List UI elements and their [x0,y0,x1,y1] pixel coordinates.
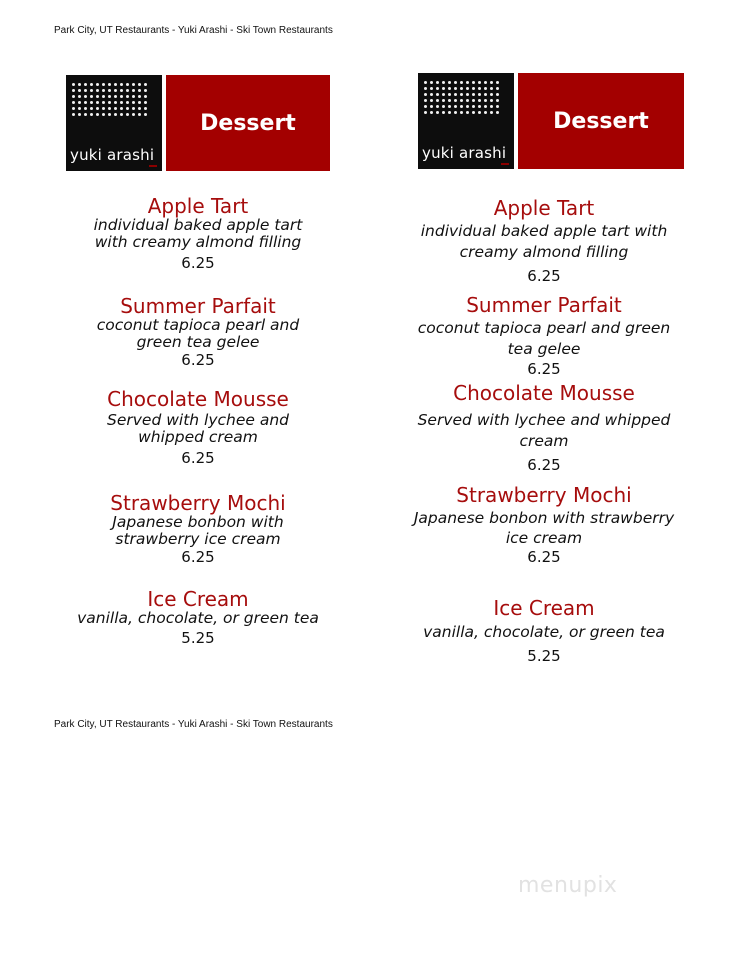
section-title: Dessert [518,73,684,169]
logo-dot-grid [424,81,499,114]
item-name: Ice Cream [147,587,249,611]
item-price: 6.25 [527,548,561,566]
item-price: 5.25 [527,647,561,665]
item-description: green tea gelee [136,333,260,351]
item-price: 6.25 [527,267,561,285]
menu-item [58,295,338,369]
item-name: Strawberry Mochi [456,483,632,507]
menu-item [394,382,694,474]
item-description: coconut tapioca pearl and green [417,319,671,337]
item-name: Apple Tart [493,196,595,220]
logo-accent-mark [501,163,509,165]
yuki-arashi-logo [66,75,162,171]
item-name: Apple Tart [147,194,249,218]
item-description: individual baked apple tart with [420,222,668,240]
item-description: Japanese bonbon with [112,513,284,531]
menu-item [394,484,694,566]
item-price: 6.25 [181,449,215,467]
menu-item [394,197,694,285]
right-menu-banner [418,73,684,169]
item-description: ice cream [505,529,583,547]
item-description: Japanese bonbon with strawberry [413,509,675,527]
page-header-text: Park City, UT Restaurants - Yuki Arashi - Ski Town Restaurants [54,25,333,36]
menu-item [394,294,694,378]
item-price: 6.25 [527,456,561,474]
item-name: Chocolate Mousse [453,381,635,405]
logo-dot-grid [72,83,147,116]
logo-accent-mark [149,165,157,167]
item-description: whipped cream [138,428,258,446]
logo-text: yuki arashi [422,144,507,162]
menu-item [58,388,338,467]
menu-item [58,195,338,272]
logo-text: yuki arashi [70,146,155,164]
yuki-arashi-logo [418,73,514,169]
item-name: Strawberry Mochi [110,491,286,515]
item-price: 6.25 [181,351,215,369]
item-name: Summer Parfait [466,293,622,317]
item-description: vanilla, chocolate, or green tea [423,623,665,641]
menu-item [48,588,348,647]
item-description: creamy almond filling [459,243,629,261]
item-description: individual baked apple tart [93,216,303,234]
item-description: strawberry ice cream [115,530,281,548]
section-title: Dessert [166,75,330,171]
menu-item [58,492,338,566]
menupix-watermark: menupix [518,873,618,898]
item-price: 6.25 [181,254,215,272]
item-description: tea gelee [507,340,581,358]
item-price: 5.25 [181,629,215,647]
item-description: vanilla, chocolate, or green tea [77,609,319,627]
item-name: Summer Parfait [120,294,276,318]
item-description: with creamy almond filling [94,233,302,251]
item-description: cream [519,432,569,450]
item-name: Ice Cream [493,596,595,620]
page-footer-text: Park City, UT Restaurants - Yuki Arashi - Ski Town Restaurants [54,719,333,730]
menu-item [394,597,694,665]
left-menu-banner [66,75,330,171]
item-name: Chocolate Mousse [107,387,289,411]
item-price: 6.25 [527,360,561,378]
item-description: Served with lychee and [106,411,290,429]
item-description: coconut tapioca pearl and [96,316,300,334]
item-description: Served with lychee and whipped [417,411,671,429]
item-price: 6.25 [181,548,215,566]
